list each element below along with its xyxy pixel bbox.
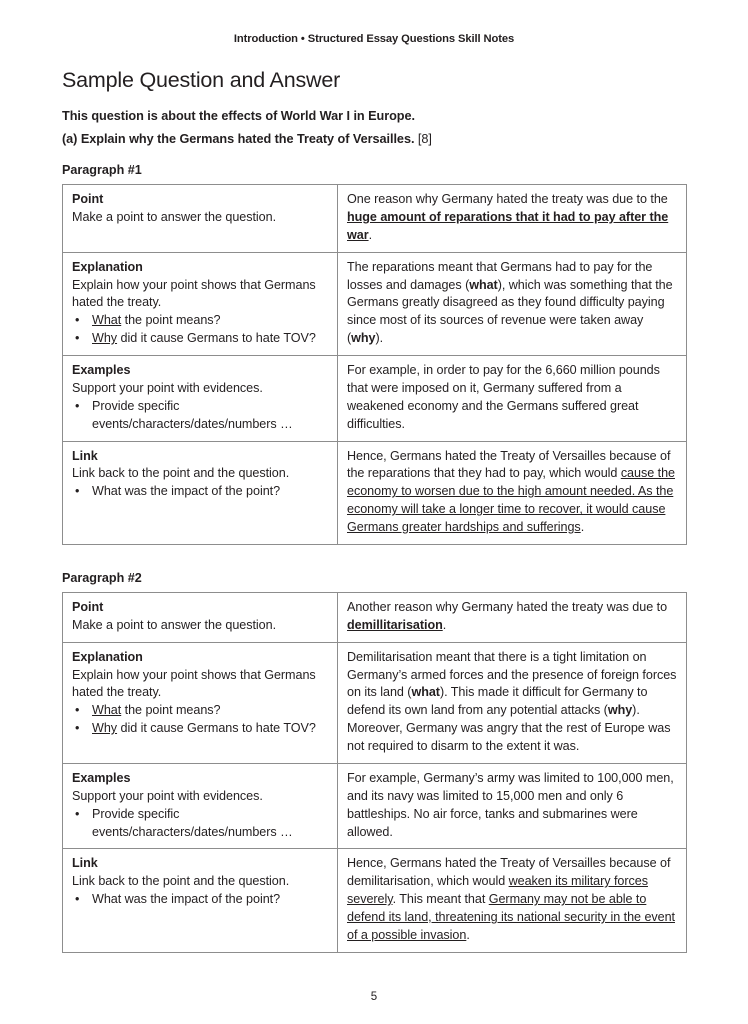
- answer-plain-run: ). Moreover, Germany was angry that the rest of Europe was not required to disarm to the extent it was.: [347, 703, 671, 753]
- page-title: Sample Question and Answer: [62, 68, 341, 92]
- answer-plain-run: .: [580, 520, 585, 534]
- answer-plain-run: ), which was something that the Germans greatly disagreed as they found difficulty paying since most of its sources of revenue were taken away (: [347, 277, 673, 346]
- answer-rich-text: [347, 449, 675, 535]
- guide-heading: Link: [72, 448, 98, 463]
- guide-heading: Examples: [72, 363, 131, 377]
- paragraph-1-table: [62, 184, 687, 545]
- guide-description: Make a point to answer the question.: [72, 209, 277, 224]
- answer-plain-run: ). This made it difficult for Germany to defend its own land from any potential attacks (: [347, 685, 648, 718]
- answer-underline-run: cause the economy to worsen due to the high amount needed. As the economy will take a longer time to recover, it would cause Germans greater hardships and sufferings: [347, 466, 675, 534]
- guide-description: Explain how your point shows that Germans hated the treaty.: [72, 277, 316, 310]
- answer-cell-explanation: [338, 642, 687, 763]
- paragraph-2-label: Paragraph #2: [62, 570, 142, 585]
- guide-cell-examples: [63, 356, 338, 442]
- table-row: [63, 252, 687, 355]
- guide-description: Explain how your point shows that Germans hated the treaty.: [72, 667, 316, 700]
- guide-cell-explanation: [63, 642, 338, 763]
- guide-description: Make a point to answer the question.: [72, 617, 277, 632]
- answer-underline-run: Germany may not be able to defend its land, threatening its national security in the event of a possible invasion: [347, 892, 675, 942]
- guide-heading: Explanation: [72, 649, 143, 664]
- guide-description: Support your point with evidences.: [72, 380, 263, 395]
- guide-heading: Link: [72, 856, 98, 871]
- page-content: [62, 68, 686, 953]
- answer-rich-text: [347, 363, 660, 431]
- answer-bold-run: why: [607, 703, 633, 718]
- bullet-text: What was the impact of the point?: [92, 484, 281, 499]
- question-prompt: [62, 132, 686, 146]
- guide-cell-link: [63, 849, 338, 952]
- list-item: [72, 312, 329, 330]
- list-item: [72, 483, 329, 501]
- list-item: [72, 330, 329, 348]
- guide-cell-link: [63, 441, 338, 544]
- guide-cell-examples: [63, 763, 338, 849]
- answer-cell-explanation: [338, 252, 687, 355]
- list-item: [72, 891, 329, 909]
- table-row: [63, 441, 687, 544]
- answer-rich-text: [347, 771, 674, 839]
- list-item: [72, 398, 329, 434]
- answer-bold-run: why: [351, 331, 376, 346]
- answer-text-tail: .: [368, 227, 373, 242]
- paragraph-1-label: Paragraph #1: [62, 163, 142, 177]
- guide-bullet-list: [72, 806, 329, 842]
- answer-plain-run: Hence, Germans hated the Treaty of Versailles because of demilitarisation, which would: [347, 856, 671, 889]
- answer-plain-run: Hence, Germans hated the Treaty of Versailles because of the reparations that they had to pay, which would: [347, 448, 671, 481]
- answer-text-emphasis: huge amount of reparations that it had to pay after the war: [347, 209, 669, 242]
- running-head: Introduction • Structured Essay Questions Skill Notes: [233, 33, 515, 45]
- guide-description: Support your point with evidences.: [72, 788, 263, 803]
- answer-bold-run: what: [411, 685, 440, 700]
- bullet-text: the point means?: [121, 703, 221, 718]
- page-number: 5: [370, 991, 378, 1003]
- answer-plain-run: .: [466, 927, 470, 942]
- answer-underline-run: weaken its military forces severely: [347, 874, 648, 907]
- guide-bullet-list: [72, 483, 329, 501]
- guide-description: Link back to the point and the question.: [72, 874, 290, 889]
- bullet-text: Provide specific events/characters/dates/numbers …: [92, 398, 293, 431]
- question-text: (a) Explain why the Germans hated the Treaty of Versailles.: [62, 132, 415, 146]
- answer-cell-point: [338, 592, 687, 642]
- bullet-text: did it cause Germans to hate TOV?: [117, 331, 316, 346]
- bullet-text: What was the impact of the point?: [92, 892, 281, 907]
- bullet-text: did it cause Germans to hate TOV?: [117, 721, 316, 736]
- list-item: [72, 702, 329, 720]
- table-row: [63, 763, 687, 849]
- guide-heading: Point: [72, 599, 104, 614]
- answer-rich-text: [347, 856, 675, 942]
- answer-text-plain: One reason why Germany hated the treaty was due to the: [347, 192, 668, 206]
- guide-bullet-list: [72, 312, 329, 348]
- guide-heading: Explanation: [72, 259, 143, 274]
- bullet-keyword: Why: [92, 331, 118, 346]
- question-marks: [8]: [417, 132, 432, 146]
- answer-cell-examples: [338, 763, 687, 849]
- answer-cell-link: [338, 849, 687, 952]
- table-row: [63, 849, 687, 952]
- question-context: This question is about the effects of World War I in Europe.: [62, 109, 415, 123]
- list-item: [72, 720, 329, 738]
- guide-cell-point: [63, 185, 338, 253]
- answer-plain-run: For example, in order to pay for the 6,660 million pounds that were imposed on it, Germany suffered from a weakened economy and the Germans suffered great difficulties.: [347, 363, 660, 431]
- guide-heading: Examples: [72, 770, 131, 785]
- answer-rich-text: [347, 260, 673, 346]
- answer-plain-run: ).: [375, 331, 384, 346]
- answer-cell-link: [338, 441, 687, 544]
- list-item: [72, 806, 329, 842]
- answer-cell-point: [338, 185, 687, 253]
- guide-cell-explanation: [63, 252, 338, 355]
- answer-text-tail: .: [442, 617, 447, 632]
- table-row: [63, 592, 687, 642]
- bullet-text: Provide specific events/characters/dates/numbers …: [92, 806, 293, 839]
- answer-bold-run: what: [469, 277, 498, 292]
- bullet-keyword: Why: [92, 721, 118, 736]
- answer-text-emphasis: demillitarisation: [347, 617, 443, 632]
- answer-plain-run: Demilitarisation meant that there is a tight limitation on Germany’s armed forces and the presence of foreign forces on its land (: [347, 649, 677, 700]
- bullet-text: the point means?: [121, 313, 221, 328]
- guide-description: Link back to the point and the question.: [72, 466, 290, 481]
- guide-bullet-list: [72, 702, 329, 738]
- guide-heading: Point: [72, 192, 104, 206]
- table-row: [63, 185, 687, 253]
- answer-plain-run: . This meant that: [392, 892, 489, 907]
- table-row: [63, 356, 687, 442]
- answer-rich-text: [347, 650, 676, 753]
- bullet-keyword: What: [92, 703, 122, 718]
- bullet-keyword: What: [92, 313, 122, 328]
- answer-cell-examples: [338, 356, 687, 442]
- guide-bullet-list: [72, 398, 329, 434]
- answer-text-plain: Another reason why Germany hated the treaty was due to: [347, 599, 668, 614]
- answer-plain-run: The reparations meant that Germans had to pay for the losses and damages (: [347, 259, 653, 292]
- guide-bullet-list: [72, 891, 329, 909]
- guide-cell-point: [63, 592, 338, 642]
- paragraph-2-table: [62, 592, 687, 953]
- table-row: [63, 642, 687, 763]
- answer-plain-run: For example, Germany’s army was limited to 100,000 men, and its navy was limited to 15,000 men and only 6 battleships. No air force, tanks and submarines were allowed.: [347, 770, 674, 839]
